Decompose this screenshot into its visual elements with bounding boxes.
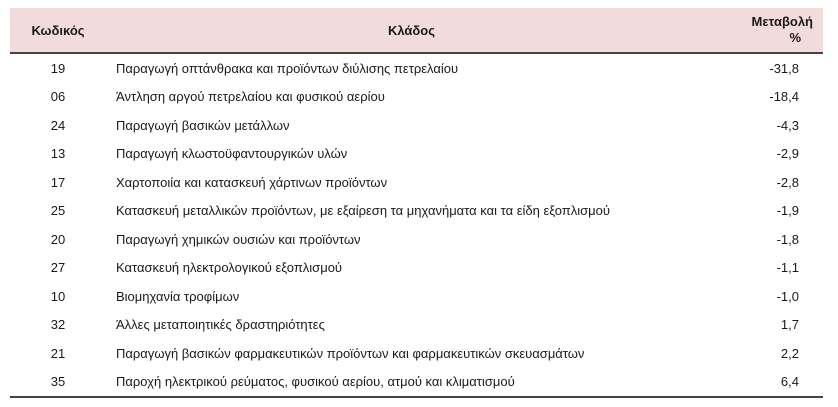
row-sector: Παραγωγή χημικών ουσιών και προϊόντων — [116, 231, 361, 247]
row-code: 06 — [50, 89, 66, 105]
row-code: 20 — [50, 231, 66, 247]
row-sector: Παροχή ηλεκτρικού ρεύματος, φυσικού αερίου, ατμού και κλιματισμού — [106, 368, 717, 398]
table-row — [10, 282, 823, 311]
row-code: 35 — [10, 368, 106, 398]
row-sector: Χαρτοποιία και κατασκευή χάρτινων προϊόντων — [116, 174, 388, 190]
header-code: Κωδικός — [10, 8, 106, 53]
row-change: -31,8 — [769, 60, 799, 76]
row-change: -2,9 — [776, 146, 799, 162]
row-change: -1,9 — [776, 203, 799, 219]
row-code: 21 — [50, 345, 66, 361]
row-sector: Παραγωγή κλωστοϋφαντουργικών υλών — [116, 146, 348, 162]
sector-change-table-container — [10, 8, 823, 398]
row-code: 32 — [50, 317, 66, 333]
table-row — [10, 339, 823, 368]
row-code: 13 — [50, 146, 66, 162]
row-code: 27 — [50, 260, 66, 276]
row-sector: Άντληση αργού πετρελαίου και φυσικού αερίου — [116, 89, 385, 105]
table-body — [10, 53, 823, 397]
table-row — [10, 225, 823, 254]
table-row — [10, 111, 823, 140]
row-change: -1,1 — [776, 260, 799, 276]
row-code: 17 — [50, 174, 66, 190]
row-sector: Κατασκευή μεταλλικών προϊόντων, με εξαίρεση τα μηχανήματα και τα είδη εξοπλισμού — [116, 203, 610, 219]
table-row — [10, 140, 823, 169]
row-change: 6,4 — [717, 368, 823, 398]
header-sector: Κλάδος — [106, 8, 717, 53]
header-change — [717, 8, 823, 53]
row-sector: Άλλες μεταποιητικές δραστηριότητες — [116, 317, 325, 333]
header-change-unit: % — [789, 30, 801, 45]
table-row — [10, 53, 823, 83]
table-header-row — [10, 8, 823, 53]
row-change: -18,4 — [769, 89, 799, 105]
row-change: -1,0 — [776, 288, 799, 304]
row-sector: Παραγωγή βασικών μετάλλων — [116, 117, 290, 133]
table-row — [10, 254, 823, 283]
table-row — [10, 368, 823, 398]
row-change: 2,2 — [780, 345, 799, 361]
row-code: 25 — [50, 203, 66, 219]
row-change: -1,8 — [776, 231, 799, 247]
row-change: -2,8 — [776, 174, 799, 190]
row-sector: Παραγωγή βασικών φαρμακευτικών προϊόντων και φαρμακευτικών σκευασμάτων — [116, 345, 585, 361]
sector-change-table — [10, 8, 823, 398]
row-sector: Βιομηχανία τροφίμων — [116, 288, 240, 304]
header-change-label: Μεταβολή — [751, 14, 813, 29]
row-change: -4,3 — [776, 117, 799, 133]
row-code: 24 — [50, 117, 66, 133]
table-row — [10, 311, 823, 340]
row-sector: Παραγωγή οπτάνθρακα και προϊόντων διύλισης πετρελαίου — [116, 60, 459, 76]
table-row — [10, 197, 823, 226]
row-code: 10 — [50, 288, 66, 304]
table-row — [10, 83, 823, 112]
table-row — [10, 168, 823, 197]
row-code: 19 — [50, 60, 66, 76]
row-change: 1,7 — [780, 317, 799, 333]
row-sector: Κατασκευή ηλεκτρολογικού εξοπλισμού — [116, 260, 343, 276]
